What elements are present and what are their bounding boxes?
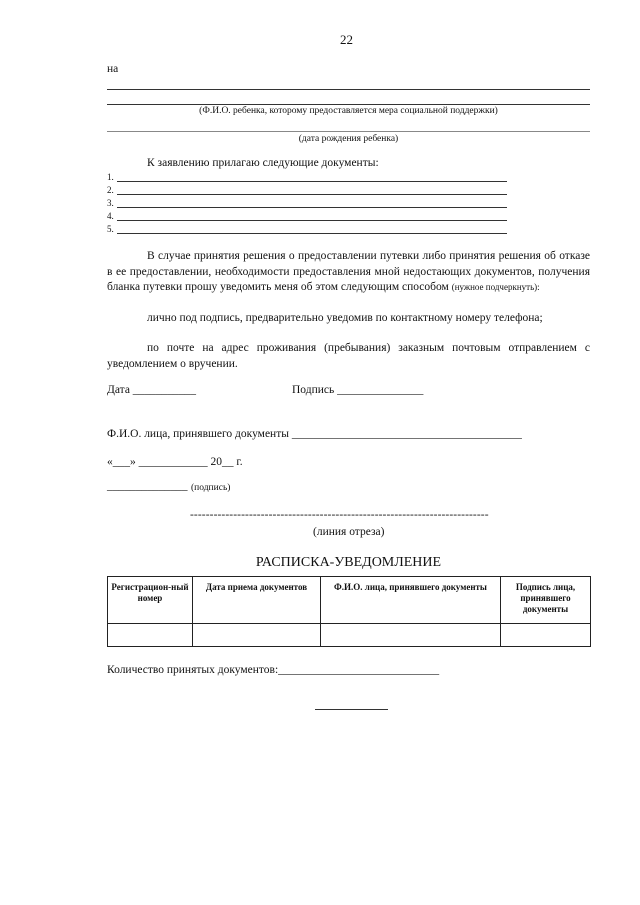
header-reg-number: Регистрацион-ный номер — [108, 577, 193, 624]
to-line-2[interactable] — [107, 104, 590, 105]
document-count-field[interactable]: Количество принятых документов:____________________________ — [107, 664, 440, 676]
document-number: 1. — [107, 172, 114, 182]
child-caption: (Ф.И.О. ребенка, которому предоставляется мера социальной поддержки) — [199, 106, 498, 116]
cut-caption: (линия отреза) — [313, 526, 385, 538]
cell-receiver-name[interactable] — [321, 624, 501, 647]
document-row[interactable] — [107, 210, 507, 222]
sign-caption: (подпись) — [191, 483, 231, 493]
header-receiver-signature: Подпись лица, принявшего документы — [501, 577, 591, 624]
birthdate-line[interactable] — [107, 131, 590, 132]
receipt-title: РАСПИСКА-УВЕДОМЛЕНИЕ — [255, 555, 442, 570]
header-receiver-name: Ф.И.О. лица, принявшего документы — [321, 577, 501, 624]
notify-text: В случае принятия решения о предоставлении путевки либо принятия решения об отказе в ее предоставлении, необходимости предоставления мной недостающих документов, получения бланка путевки прошу уведомить меня об этом следующим способом — [107, 250, 590, 293]
document-row[interactable] — [107, 184, 507, 196]
document-line[interactable] — [117, 194, 507, 195]
option-mail: по почте на адрес проживания (пребывания) заказным почтовым отправлением с уведомлением о вручении. — [107, 342, 590, 370]
table-row — [108, 624, 591, 647]
document-row[interactable] — [107, 197, 507, 209]
document-line[interactable] — [117, 207, 507, 208]
to-line-1[interactable] — [107, 89, 590, 90]
receipt-table — [107, 576, 591, 647]
page-number: 22 — [340, 32, 353, 47]
document-row[interactable] — [107, 223, 507, 235]
document-line[interactable] — [117, 181, 507, 182]
to-label: на — [107, 63, 119, 75]
document-line[interactable] — [117, 233, 507, 234]
document-number: 2. — [107, 185, 114, 195]
cut-line: ---------------------------------------------------------------------------- — [190, 509, 489, 521]
sign-line[interactable]: ______________ — [107, 480, 188, 492]
notify-note: (нужное подчеркнуть): — [451, 282, 540, 292]
header-receipt-date: Дата приема документов — [193, 577, 321, 624]
cell-receiver-signature[interactable] — [501, 624, 591, 647]
table-header-row — [108, 577, 591, 624]
document-line[interactable] — [117, 220, 507, 221]
cell-receipt-date[interactable] — [193, 624, 321, 647]
document-number: 4. — [107, 211, 114, 221]
document-row[interactable] — [107, 171, 507, 183]
notify-paragraph — [107, 249, 590, 296]
date-line[interactable]: «___» ____________ 20__ г. — [107, 456, 243, 468]
birthdate-caption: (дата рождения ребенка) — [298, 134, 399, 144]
option-personal: лично под подпись, предварительно уведомив по контактному номеру телефона; — [147, 312, 543, 324]
cell-reg-number[interactable] — [108, 624, 193, 647]
document-number: 3. — [107, 198, 114, 208]
attach-heading: К заявлению прилагаю следующие документы: — [147, 157, 379, 169]
end-separator — [315, 709, 388, 710]
document-number: 5. — [107, 224, 114, 234]
receiver-field[interactable]: Ф.И.О. лица, принявшего документы ________________________________________ — [107, 428, 522, 440]
signature-field[interactable]: Подпись _______________ — [292, 384, 424, 396]
date-field[interactable]: Дата ___________ — [107, 384, 197, 396]
